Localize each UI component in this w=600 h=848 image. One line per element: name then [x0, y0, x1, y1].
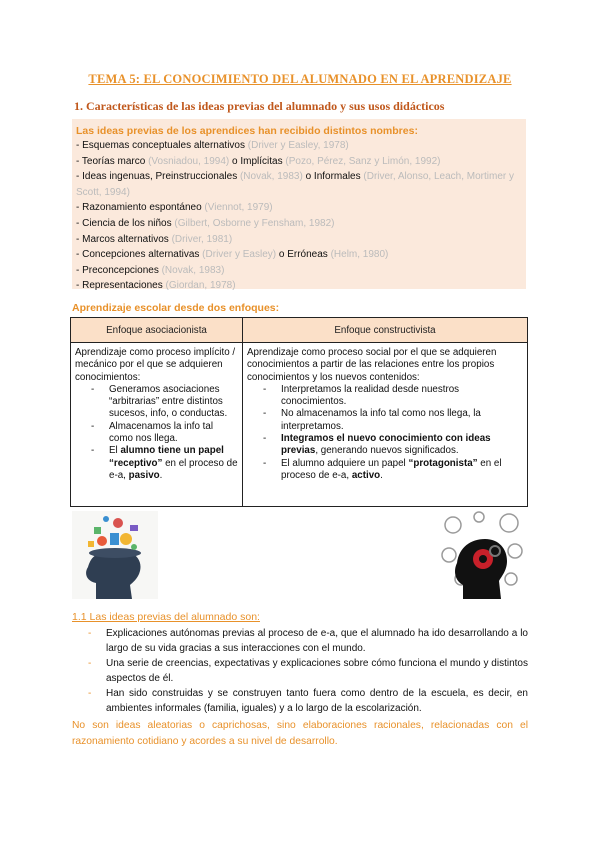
name-item: - Preconcepciones (Novak, 1983) — [76, 264, 225, 276]
list-item: - Han sido construidas y se construyen tanto fuera como dentro de la escuela, es decir, en ambientes informales (familia, iguales) y a lo largo de la escolarización. — [72, 686, 528, 716]
header-constructivist: Enfoque constructivista — [243, 318, 528, 343]
name-item: - Representaciones (Giordan, 1978) — [76, 280, 236, 292]
name-item: - Teorías marco (Vosniadou, 1994) o Implícitas (Pozo, Pérez, Sanz y Limón, 1992) — [76, 155, 441, 167]
name-item: - Esquemas conceptuales alternativos (Driver y Easley, 1978) — [76, 140, 349, 151]
approaches-heading: Aprendizaje escolar desde dos enfoques: — [72, 302, 280, 314]
name-item: - Razonamiento espontáneo (Viennot, 1979) — [76, 202, 273, 214]
name-item: - Concepciones alternativas (Driver y Easley) o Erróneas (Helm, 1980) — [76, 249, 389, 261]
list-item: - El alumno tiene un papel “receptivo” en el proceso de e-a, pasivo. — [91, 445, 238, 482]
section-1-heading: 1. Características de las ideas previas del alumnado y sus usos didácticos — [74, 99, 445, 113]
list-item: - Una serie de creencias, expectativas y explicaciones sobre cómo funciona el mundo y distintos aspectos de él. — [72, 656, 528, 686]
name-item: - Marcos alternativos (Driver, 1981) — [76, 233, 233, 245]
list-item: - Explicaciones autónomas previas al proceso de e-a, que el alumnado ha ido desarrollando a lo largo de su vida gracias a sus interacciones con el mundo. — [72, 626, 528, 656]
list-item: - Integramos el nuevo conocimiento con ideas previas, generando nuevos significados. — [263, 433, 523, 458]
ideas-list — [72, 626, 528, 716]
head-gears-illustration — [439, 511, 526, 599]
list-item: - Interpretamos la realidad desde nuestros conocimientos. — [263, 384, 523, 409]
list-item: - Generamos asociaciones “arbitrarias” entre distintos sucesos, info, o conductas. — [91, 384, 238, 421]
header-associationist: Enfoque asociacionista — [71, 318, 243, 343]
list-item: - Almacenamos la info tal como nos llega. — [91, 421, 238, 446]
section-1-1-heading: 1.1 Las ideas previas del alumnado son: — [72, 611, 260, 623]
names-box — [72, 119, 526, 292]
cell-associationist — [71, 343, 243, 507]
names-box-lead: Las ideas previas de los aprendices han recibido distintos nombres: — [76, 125, 418, 137]
associationist-intro: Aprendizaje como proceso implícito / mecánico por el que se adquieren conocimientos: — [75, 347, 236, 383]
list-item: - No almacenamos la info tal como nos llega, la interpretamos. — [263, 408, 523, 433]
cell-constructivist — [243, 343, 528, 507]
list-item: - El alumno adquiere un papel “protagonista” en el proceso de e-a, activo. — [263, 458, 523, 483]
closing-paragraph: No son ideas aleatorias o caprichosas, sino elaboraciones racionales, relacionadas con el razonamiento cotidiano y acordes a su nivel de desarrollo. — [72, 720, 528, 747]
name-item: - Ideas ingenuas, Preinstruccionales (Novak, 1983) o Informales (Driver, Alonso, Leach, Mortimer y Scott, 1994) — [76, 171, 514, 198]
document-title: TEMA 5: EL CONOCIMIENTO DEL ALUMNADO EN EL APRENDIZAJE — [88, 72, 512, 86]
head-ideas-illustration — [72, 511, 158, 599]
approaches-table — [70, 317, 528, 507]
constructivist-intro: Aprendizaje como proceso social por el que se adquieren conocimientos a partir de las relaciones entre los propios conocimientos y los nuevos contenidos: — [247, 347, 497, 383]
name-item: - Ciencia de los niños (Gilbert, Osborne y Fensham, 1982) — [76, 217, 335, 229]
